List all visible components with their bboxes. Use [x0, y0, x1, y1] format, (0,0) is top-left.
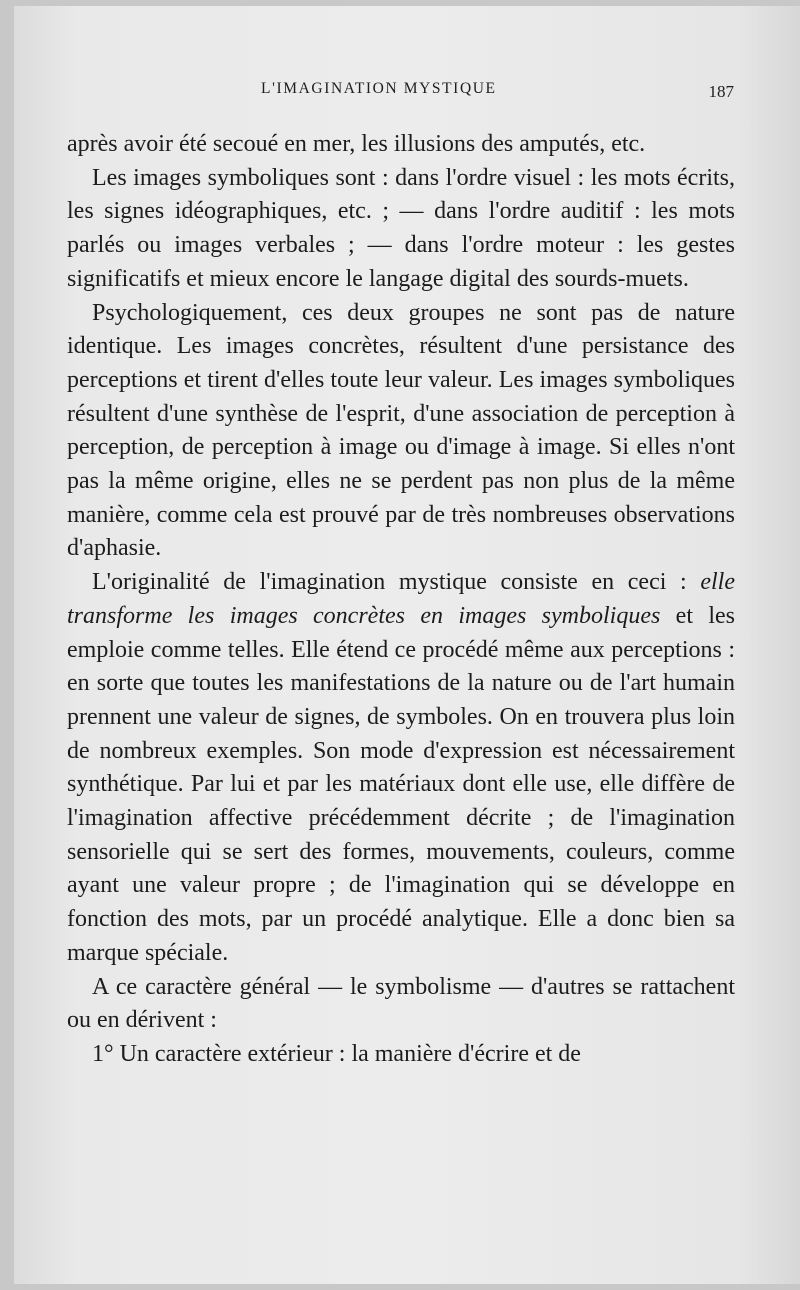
paragraph-originality-lead: L'originalité de l'imagination mystique consiste en ceci : — [92, 569, 701, 596]
paragraph-general-character: A ce caractère général — le symbolisme — d'autres se rattachent ou en dérivent : — [67, 973, 735, 1034]
paragraph-originality-italic: elle transforme les images concrètes en images symboliques — [67, 569, 735, 629]
paragraph-originality — [67, 566, 735, 970]
page-header — [68, 80, 734, 106]
page-number: 187 — [708, 82, 734, 101]
body-text — [67, 128, 735, 1072]
running-title: L'IMAGINATION MYSTIQUE — [261, 80, 497, 97]
paragraph-psychology: Psychologiquement, ces deux groupes ne sont pas de nature identique. Les images concrètes, résultent d'une persistance des perceptions et tirent d'elles toute leur valeur. Les images symboliques résultent d'une synthèse de l'esprit, d'une association de perception à perception, de perception à image ou d'image à image. Si elles n'ont pas la même origine, elles ne se perdent pas non plus de la même manière, comme cela est prouvé par de très nombreuses observations d'aphasie. — [67, 299, 735, 562]
paragraph-symbolic-images: Les images symboliques sont : dans l'ordre visuel : les mots écrits, les signes idéographiques, etc. ; — dans l'ordre auditif : les mots parlés ou images verbales ; — dans l'ordre moteur : les gestes significatifs et mieux encore le langage digital des sourds-muets. — [67, 164, 735, 292]
paragraph-continuation: après avoir été secoué en mer, les illusions des amputés, etc. — [67, 131, 646, 157]
paragraph-originality-rest: et les emploie comme telles. Elle étend ce procédé même aux perceptions : en sorte que toutes les manifestations de la nature ou de l'art humain prennent une valeur de signes, de symboles. On en trouvera plus loin de nombreux exemples. Son mode d'expression est nécessairement synthétique. Par lui et par les matériaux dont elle use, elle diffère de l'imagination affective précédemment décrite ; de l'imagination sensorielle qui se sert des formes, mouvements, couleurs, comme ayant une valeur propre ; de l'imagination qui se développe en fonction des mots, par un procédé analytique. Elle a donc bien sa marque spéciale. — [67, 602, 735, 966]
paragraph-first-character: 1° Un caractère extérieur : la manière d'écrire et de — [92, 1040, 581, 1067]
